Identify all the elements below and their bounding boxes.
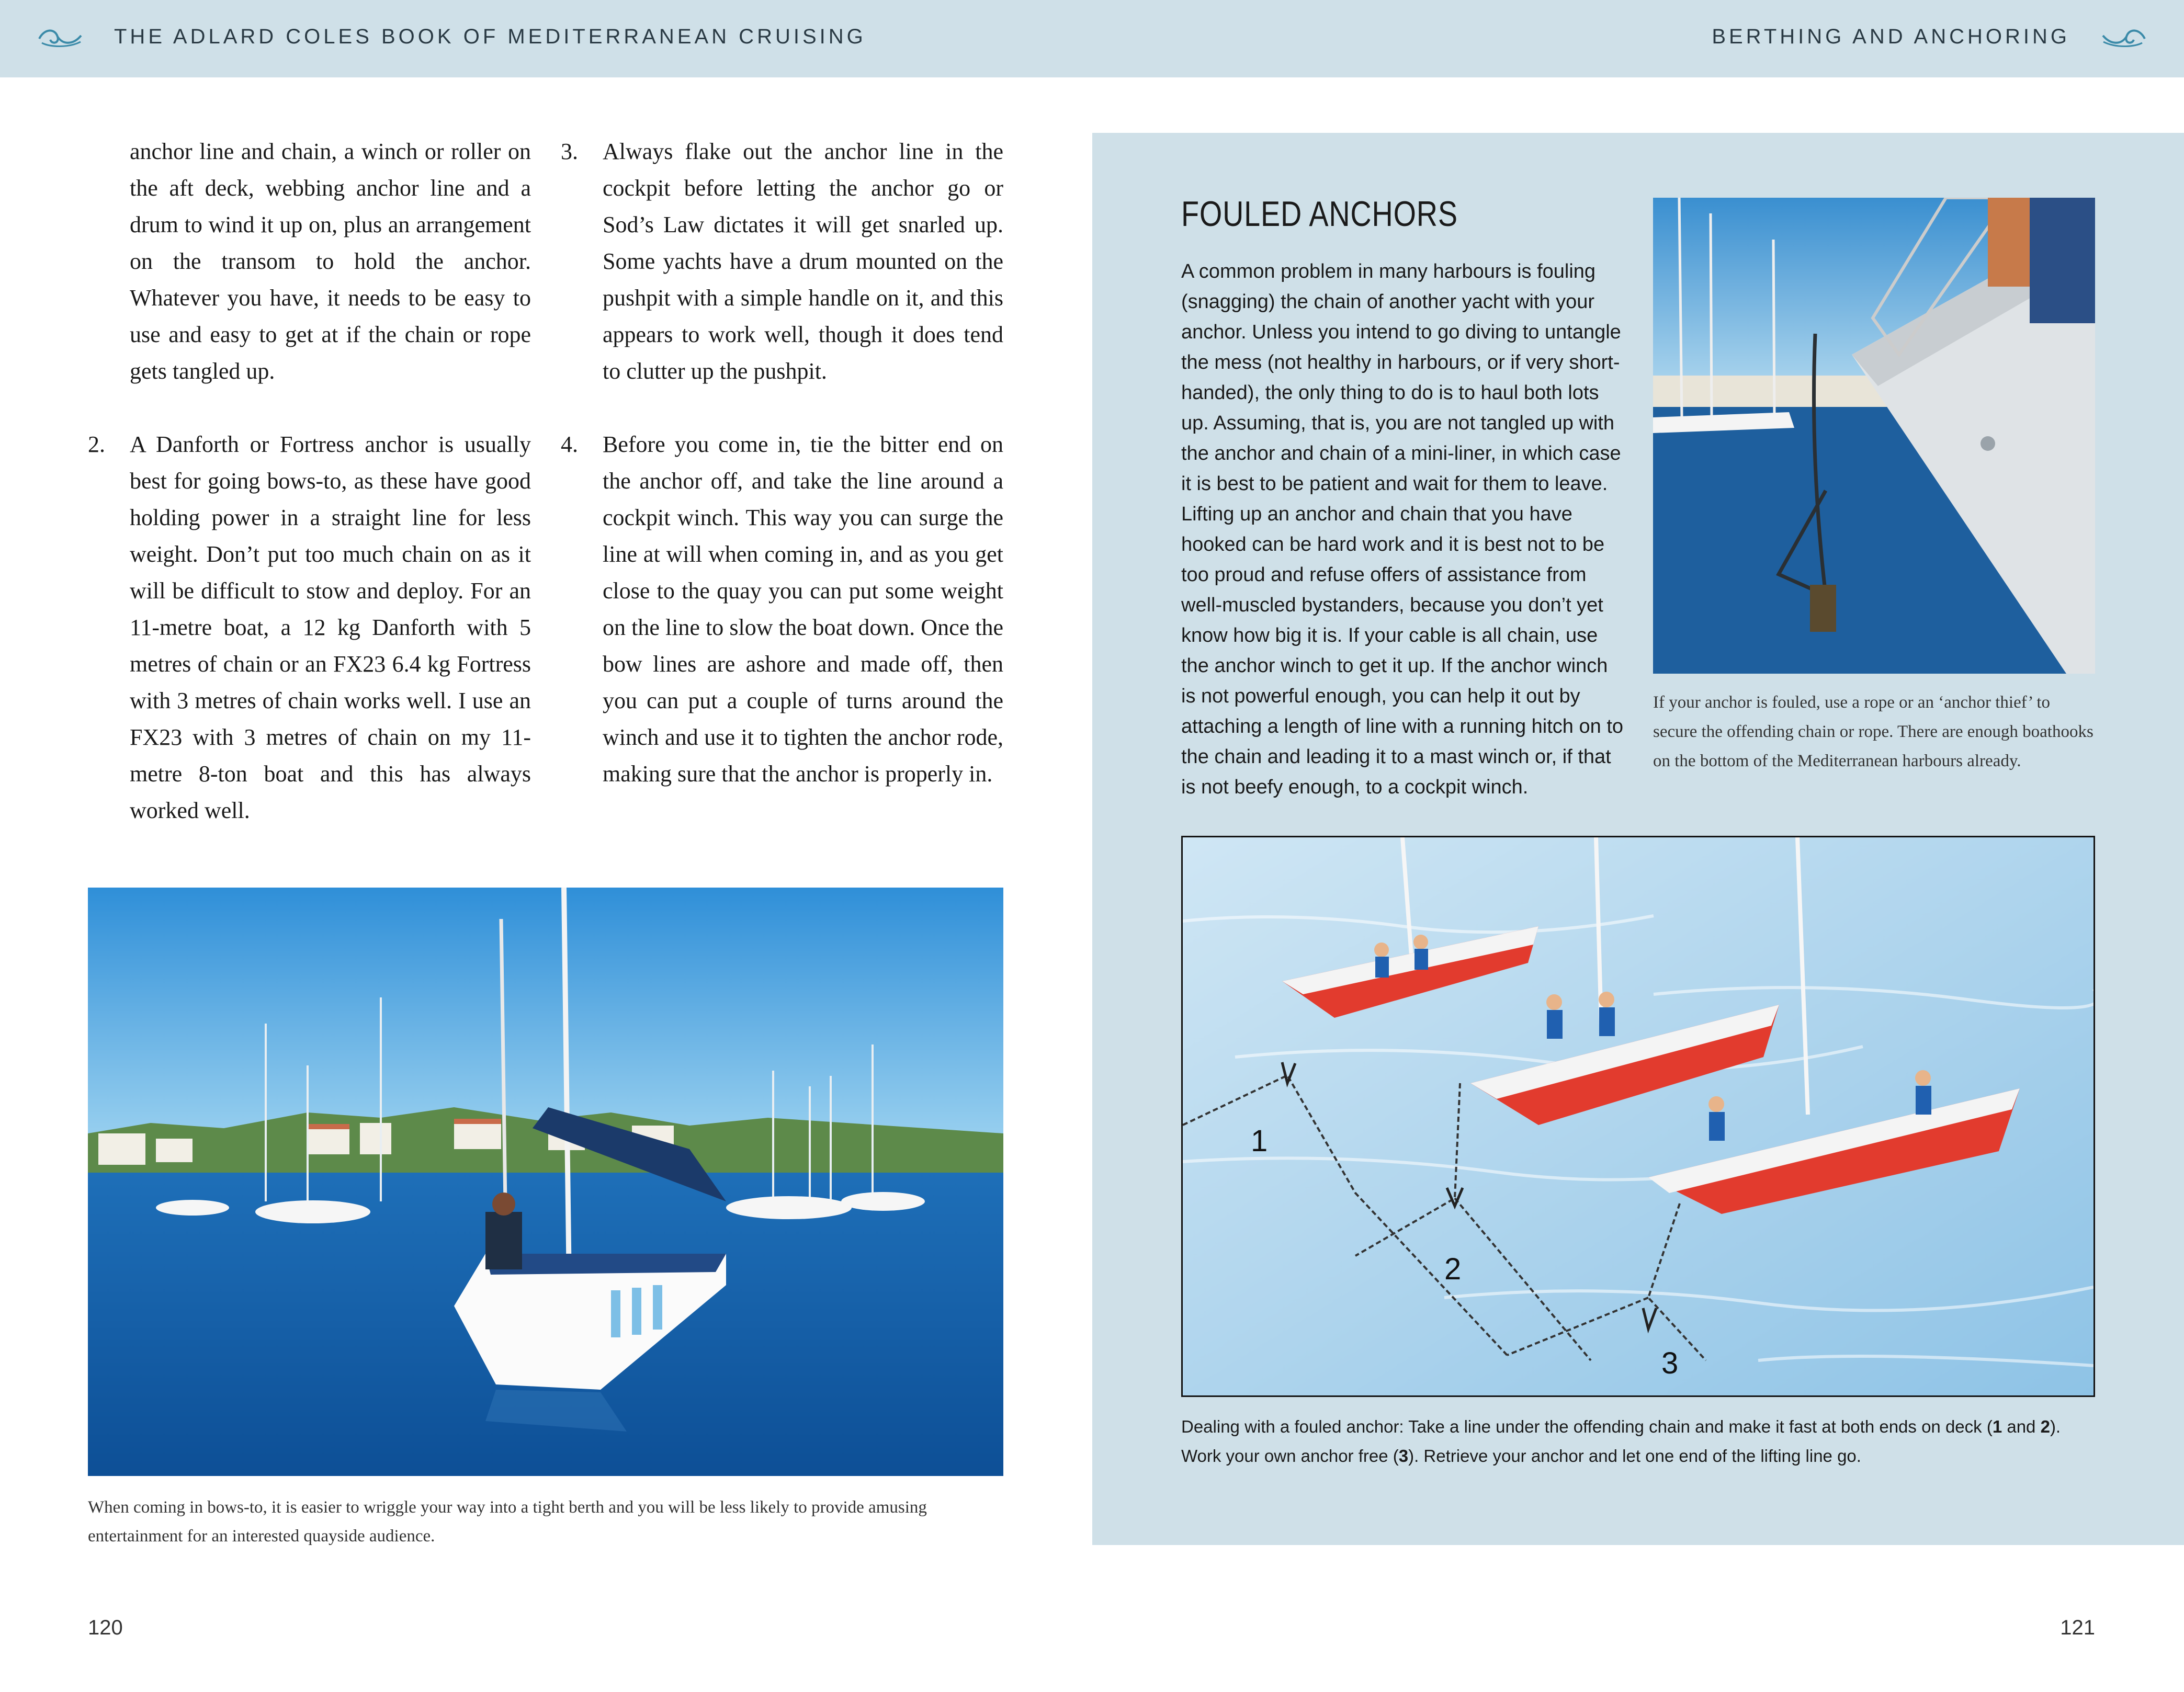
diagram-label-2: 2 xyxy=(1444,1252,1462,1286)
photo-caption: When coming in bows-to, it is easier to wriggle your way into a tight berth and you will be less likely to provide amusing entertainment for an interested quayside audience. xyxy=(88,1498,927,1546)
list-item xyxy=(88,426,531,829)
fouled-anchor-diagram xyxy=(1181,836,2095,1397)
caption-text: ). Retrieve your anchor and let one end of the lifting line go. xyxy=(1408,1446,1861,1466)
page-number-left: 120 xyxy=(88,1616,123,1639)
left-text-column xyxy=(88,133,531,829)
sidebar-title: FOULED ANCHORS xyxy=(1181,194,1458,234)
book-title: THE ADLARD COLES BOOK OF MEDITERRANEAN CRUISING xyxy=(114,25,866,48)
list-number: 2. xyxy=(88,431,105,457)
diagram-label-1: 1 xyxy=(1251,1124,1268,1158)
chapter-title: BERTHING AND ANCHORING xyxy=(1712,25,2070,48)
caption-ref: 2 xyxy=(2040,1417,2050,1436)
diagram-caption xyxy=(1181,1412,2095,1471)
middle-text-column xyxy=(561,133,1003,792)
paragraph: anchor line and chain, a winch or roller on the aft deck, webbing anchor line and a drum to wind it up on, plus an arrangement on the transom to hold the anchor. Whatever you have, it needs to be easy to use and easy to get at if the chain or rope gets tangled up. xyxy=(130,139,531,384)
paragraph: A Danforth or Fortress anchor is usually best for going bows-to, as these have good holding power in a straight line for less weight. Don’t put too much chain on as it will be difficult to stow and deploy. For an 11-metre boat, a 12 kg Danforth with 5 metres of chain or an FX23 6.4 kg Fortress with 3 metres of chain works well. I use an FX23 with 3 metres of chain on my 11-metre 8-ton boat and this has always worked well. xyxy=(130,431,531,823)
paragraph: Before you come in, tie the bitter end on the anchor off, and take the line around a cockpit winch. This way you can surge the line at will when coming in, and as you get close to the quay you can put some weight on the line to slow the boat down. Once the bow lines are ashore and made off, then you can put a couple of turns around the winch and use it to tighten the anchor rode, making sure that the anchor is properly in. xyxy=(603,431,1003,787)
running-header xyxy=(0,0,2184,77)
caption-ref: 1 xyxy=(1992,1417,2002,1436)
caption-text: and xyxy=(2002,1417,2041,1436)
caption-text: ). Work your own anchor free ( xyxy=(1181,1417,2061,1466)
wave-ornament-icon xyxy=(2100,21,2147,52)
fouled-anchor-photo xyxy=(1653,198,2095,674)
list-number: 3. xyxy=(561,139,578,164)
paragraph: Always flake out the anchor line in the cockpit before letting the anchor go or Sod’s Law dictates it will get snarled up. Some yachts have a drum mounted on the pushpit with a simple handle on it, and this appears to work well, though it does tend to clutter up the pushpit. xyxy=(603,139,1003,384)
diagram-label-3: 3 xyxy=(1661,1346,1679,1380)
caption-text: Dealing with a fouled anchor: Take a line under the offending chain and make it fast at both ends on deck ( xyxy=(1181,1417,1993,1436)
list-item xyxy=(561,133,1003,390)
yacht-harbour-photo xyxy=(88,888,1003,1476)
page-number-right: 121 xyxy=(2060,1616,2095,1639)
caption-ref: 3 xyxy=(1398,1446,1409,1466)
wave-ornament-icon xyxy=(37,21,84,52)
list-item xyxy=(561,426,1003,792)
sidebar-body-text: A common problem in many harbours is fouling (snagging) the chain of another yacht with your anchor. Unless you intend to go diving to untangle the mess (not healthy in harbours, or if very short-handed), the only thing to do is to haul both lots up. Assuming, that is, you are not tangled up with the anchor and chain of a mini-liner, in which case it is best to be patient and wait for them to leave. Lifting up an anchor and chain that you have hooked can be hard work and it is best not to be too proud and refuse offers of assistance from well-muscled bystanders, because you don’t yet know how big it is. If your cable is all chain, use the anchor winch to get it up. If the anchor winch is not powerful enough, you can help it out by attaching a length of line with a running hitch on to the chain and leading it to a mast winch or, if that is not beefy enough, to a cockpit winch. xyxy=(1181,260,1624,798)
sidebar-photo-caption: If your anchor is fouled, use a rope or an ‘anchor thief’ to secure the offending chain or rope. There are enough boathooks on the bottom of the Mediterranean harbours already. xyxy=(1653,693,2094,770)
list-number: 4. xyxy=(561,431,578,457)
list-item xyxy=(88,133,531,390)
